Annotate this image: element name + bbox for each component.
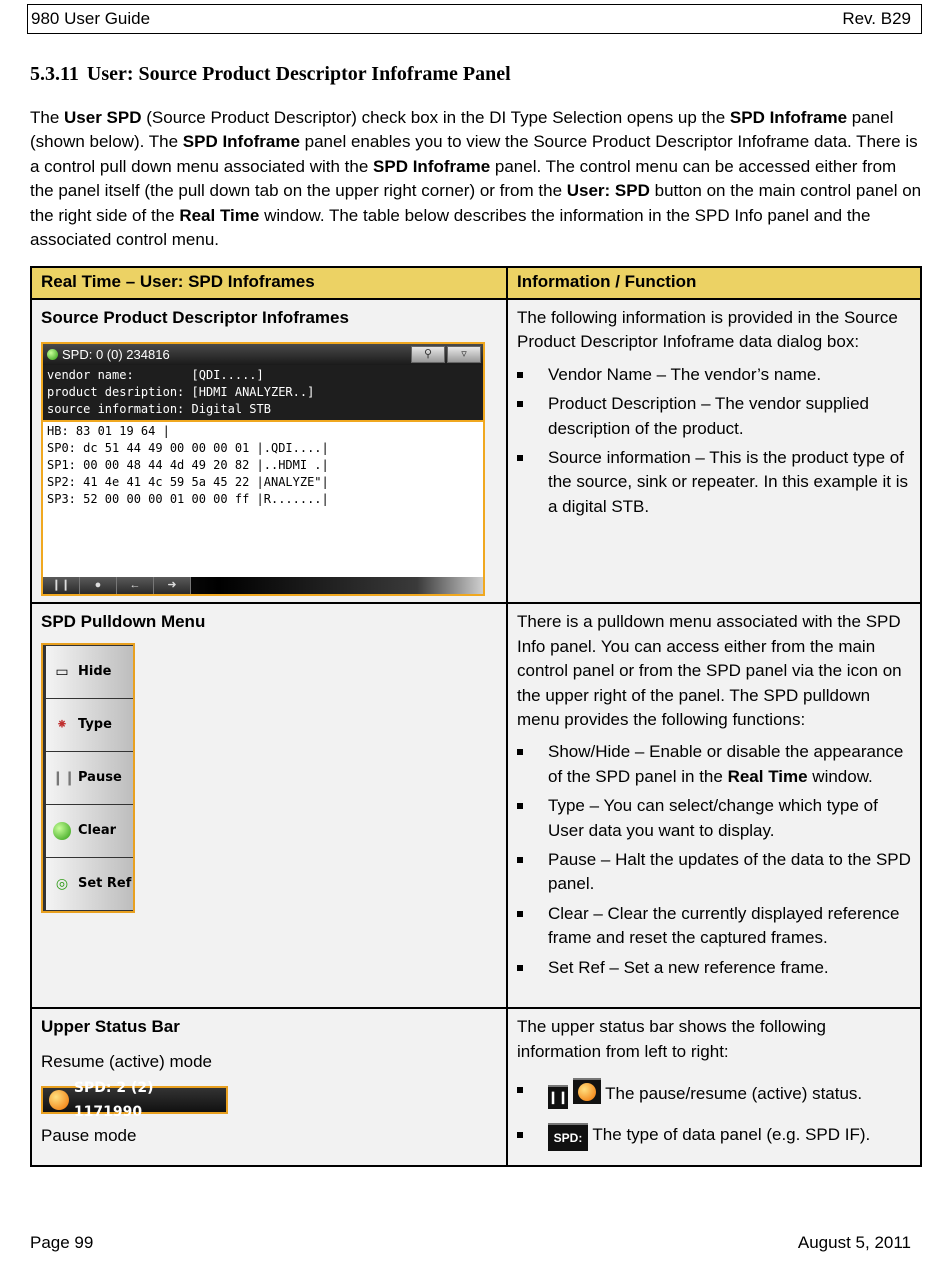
row1-left-cell [31, 299, 507, 603]
footer-page-number: Page 99 [30, 1233, 94, 1252]
spd-panel-title: SPD: 0 (0) 234816 [62, 346, 170, 362]
menu-item-hide[interactable] [46, 646, 133, 698]
spd-label-icon: SPD: [548, 1123, 588, 1151]
green-dot-icon[interactable]: ● [80, 577, 117, 594]
arrow-right-icon[interactable]: ➜ [154, 577, 191, 594]
bullet-text: window. [807, 766, 873, 786]
intro-text: panel. The control menu can be accessed either from the panel itself (the pull down tab on the upper right corner) or from the [30, 156, 897, 201]
page-header [27, 4, 922, 34]
row2-info: There is a pulldown menu associated with the SPD Info panel. You can access either from the main control panel or from the SPD panel via the icon on the upper right of the panel. The SPD pulldown menu provides the following functions: [517, 612, 902, 730]
row2-title: SPD Pulldown Menu [41, 612, 206, 632]
table-header-row [31, 267, 921, 299]
intro-bold: SPD Infoframe [182, 132, 300, 152]
spd-pulldown-menu [41, 643, 135, 913]
intro-bold: SPD Infoframe [373, 156, 491, 176]
table-header-col2: Information / Function [507, 267, 921, 299]
menu-item-set-ref[interactable] [46, 858, 133, 910]
list-item: Product Description – The vendor supplied description of the product. [517, 392, 911, 441]
section-title: User: Source Product Descriptor Infoframe Panel [86, 63, 511, 85]
bullet-text: Show/Hide – Enable or disable the appearance of the SPD panel in the [548, 742, 904, 786]
row2-left-cell [31, 603, 507, 1008]
list-item [517, 740, 911, 789]
intro-text: window. The table below describes the information in the SPD Info panel and the associated control menu. [30, 205, 871, 250]
bullet-text: The pause/resume (active) status. [605, 1084, 863, 1104]
menu-item-clear[interactable] [46, 805, 133, 857]
spd-panel-screenshot [41, 342, 485, 596]
green-status-icon [47, 349, 58, 360]
chevron-down-icon[interactable]: ▿ [447, 346, 481, 363]
list-item [517, 1078, 911, 1109]
menu-item-label: Clear [78, 822, 116, 838]
list-item: Clear – Clear the currently displayed reference frame and reset the captured frames. [517, 902, 911, 951]
pause-icon: ❙❙ [52, 769, 76, 786]
intro-bold: Real Time [179, 205, 260, 225]
row3-bullets [517, 1078, 911, 1151]
molecule-icon: ⁕ [56, 716, 68, 733]
table-row [31, 299, 921, 603]
bullet-text: The type of data panel (e.g. SPD IF). [592, 1125, 871, 1145]
row1-right-cell [507, 299, 921, 603]
row3-right-cell [507, 1008, 921, 1166]
intro-bold: User SPD [64, 108, 142, 127]
menu-item-type[interactable] [46, 699, 133, 751]
magnifier-icon[interactable]: ⚲ [411, 346, 445, 363]
target-icon: ◎ [55, 875, 69, 892]
intro-text: panel enables you to view the Source Product Descriptor Infoframe data. There is a control pull down menu associated with the [30, 132, 918, 176]
row3-info: The upper status bar shows the following information from left to right: [517, 1017, 827, 1061]
section-number: 5.3.11 [30, 63, 79, 85]
arrow-left-icon[interactable]: ← [117, 577, 154, 594]
intro-text: button on the main control panel on the right side of the [30, 181, 922, 225]
window-icon: ▭ [55, 663, 69, 680]
list-item: Type – You can select/change which type of User data you want to display. [517, 794, 911, 843]
orange-status-icon [49, 1090, 69, 1110]
list-item: Set Ref – Set a new reference frame. [517, 956, 911, 980]
intro-text: (Source Product Descriptor) check box in the DI Type Selection opens up the [141, 108, 730, 127]
bullet-bold: Real Time [727, 766, 808, 786]
header-revision: Rev. B29 [842, 9, 911, 28]
intro-paragraph [30, 106, 922, 252]
orange-dot-icon [573, 1078, 601, 1104]
menu-item-label: Type [78, 716, 112, 732]
spd-panel-titlebar [43, 344, 483, 365]
footer-date: August 5, 2011 [797, 1233, 911, 1252]
pause-icon[interactable]: ❙❙ [43, 577, 80, 594]
intro-bold: SPD Infoframe [729, 108, 848, 127]
table-header-col1: Real Time – User: SPD Infoframes [31, 267, 507, 299]
list-item: Pause – Halt the updates of the data to the SPD panel. [517, 848, 911, 897]
list-item: Vendor Name – The vendor’s name. [517, 363, 911, 387]
table-row [31, 603, 921, 1008]
intro-text: panel (shown below). The [30, 108, 894, 152]
row2-right-cell [507, 603, 921, 1008]
row3-left-cell [31, 1008, 507, 1166]
row3-title: Upper Status Bar [41, 1017, 180, 1037]
table-row [31, 1008, 921, 1166]
intro-bold: User: SPD [566, 181, 650, 201]
menu-item-pause[interactable] [46, 752, 133, 804]
list-item: Source information – This is the product type of the source, sink or repeater. In this example it is a digital STB. [517, 446, 911, 519]
header-doc-title: 980 User Guide [31, 9, 151, 28]
resume-mode-label: Resume (active) mode [41, 1051, 213, 1071]
status-bar-text: SPD: 2 (2) 1171990 [73, 1079, 154, 1121]
row1-bullets [517, 363, 911, 519]
spd-panel-toolbar [43, 577, 483, 594]
pause-icon: ❙❙ [548, 1085, 568, 1109]
pause-mode-label: Pause mode [41, 1126, 137, 1146]
spd-hex-dump: HB: 83 01 19 64 | SP0: dc 51 44 49 00 00 00 01 |.QDI....| SP1: 00 00 48 44 4d 49 20 82 |..HDMI .| SP2: 41 4e 41 4c 59 5a 45 22 |ANALYZE"| SP3: 52 00 00 00 01 00 00 ff |R.......| [47, 424, 329, 507]
spd-info-table [30, 266, 922, 1167]
spd-decoded-fields: vendor name: [QDI.....] product desription: [HDMI ANALYZER..] source information: Digital STB [43, 365, 483, 422]
section-heading [30, 63, 519, 86]
row1-info: The following information is provided in the Source Product Descriptor Infoframe data dialog box: [517, 308, 898, 352]
green-circle-icon [52, 819, 72, 843]
menu-item-label: Set Ref [78, 875, 132, 891]
menu-item-label: Hide [78, 663, 112, 679]
status-bar-screenshot [41, 1079, 228, 1121]
row1-title: Source Product Descriptor Infoframes [41, 308, 349, 327]
menu-item-label: Pause [78, 769, 122, 785]
row2-bullets [517, 740, 911, 980]
list-item [517, 1123, 911, 1151]
intro-text: The [30, 108, 65, 127]
